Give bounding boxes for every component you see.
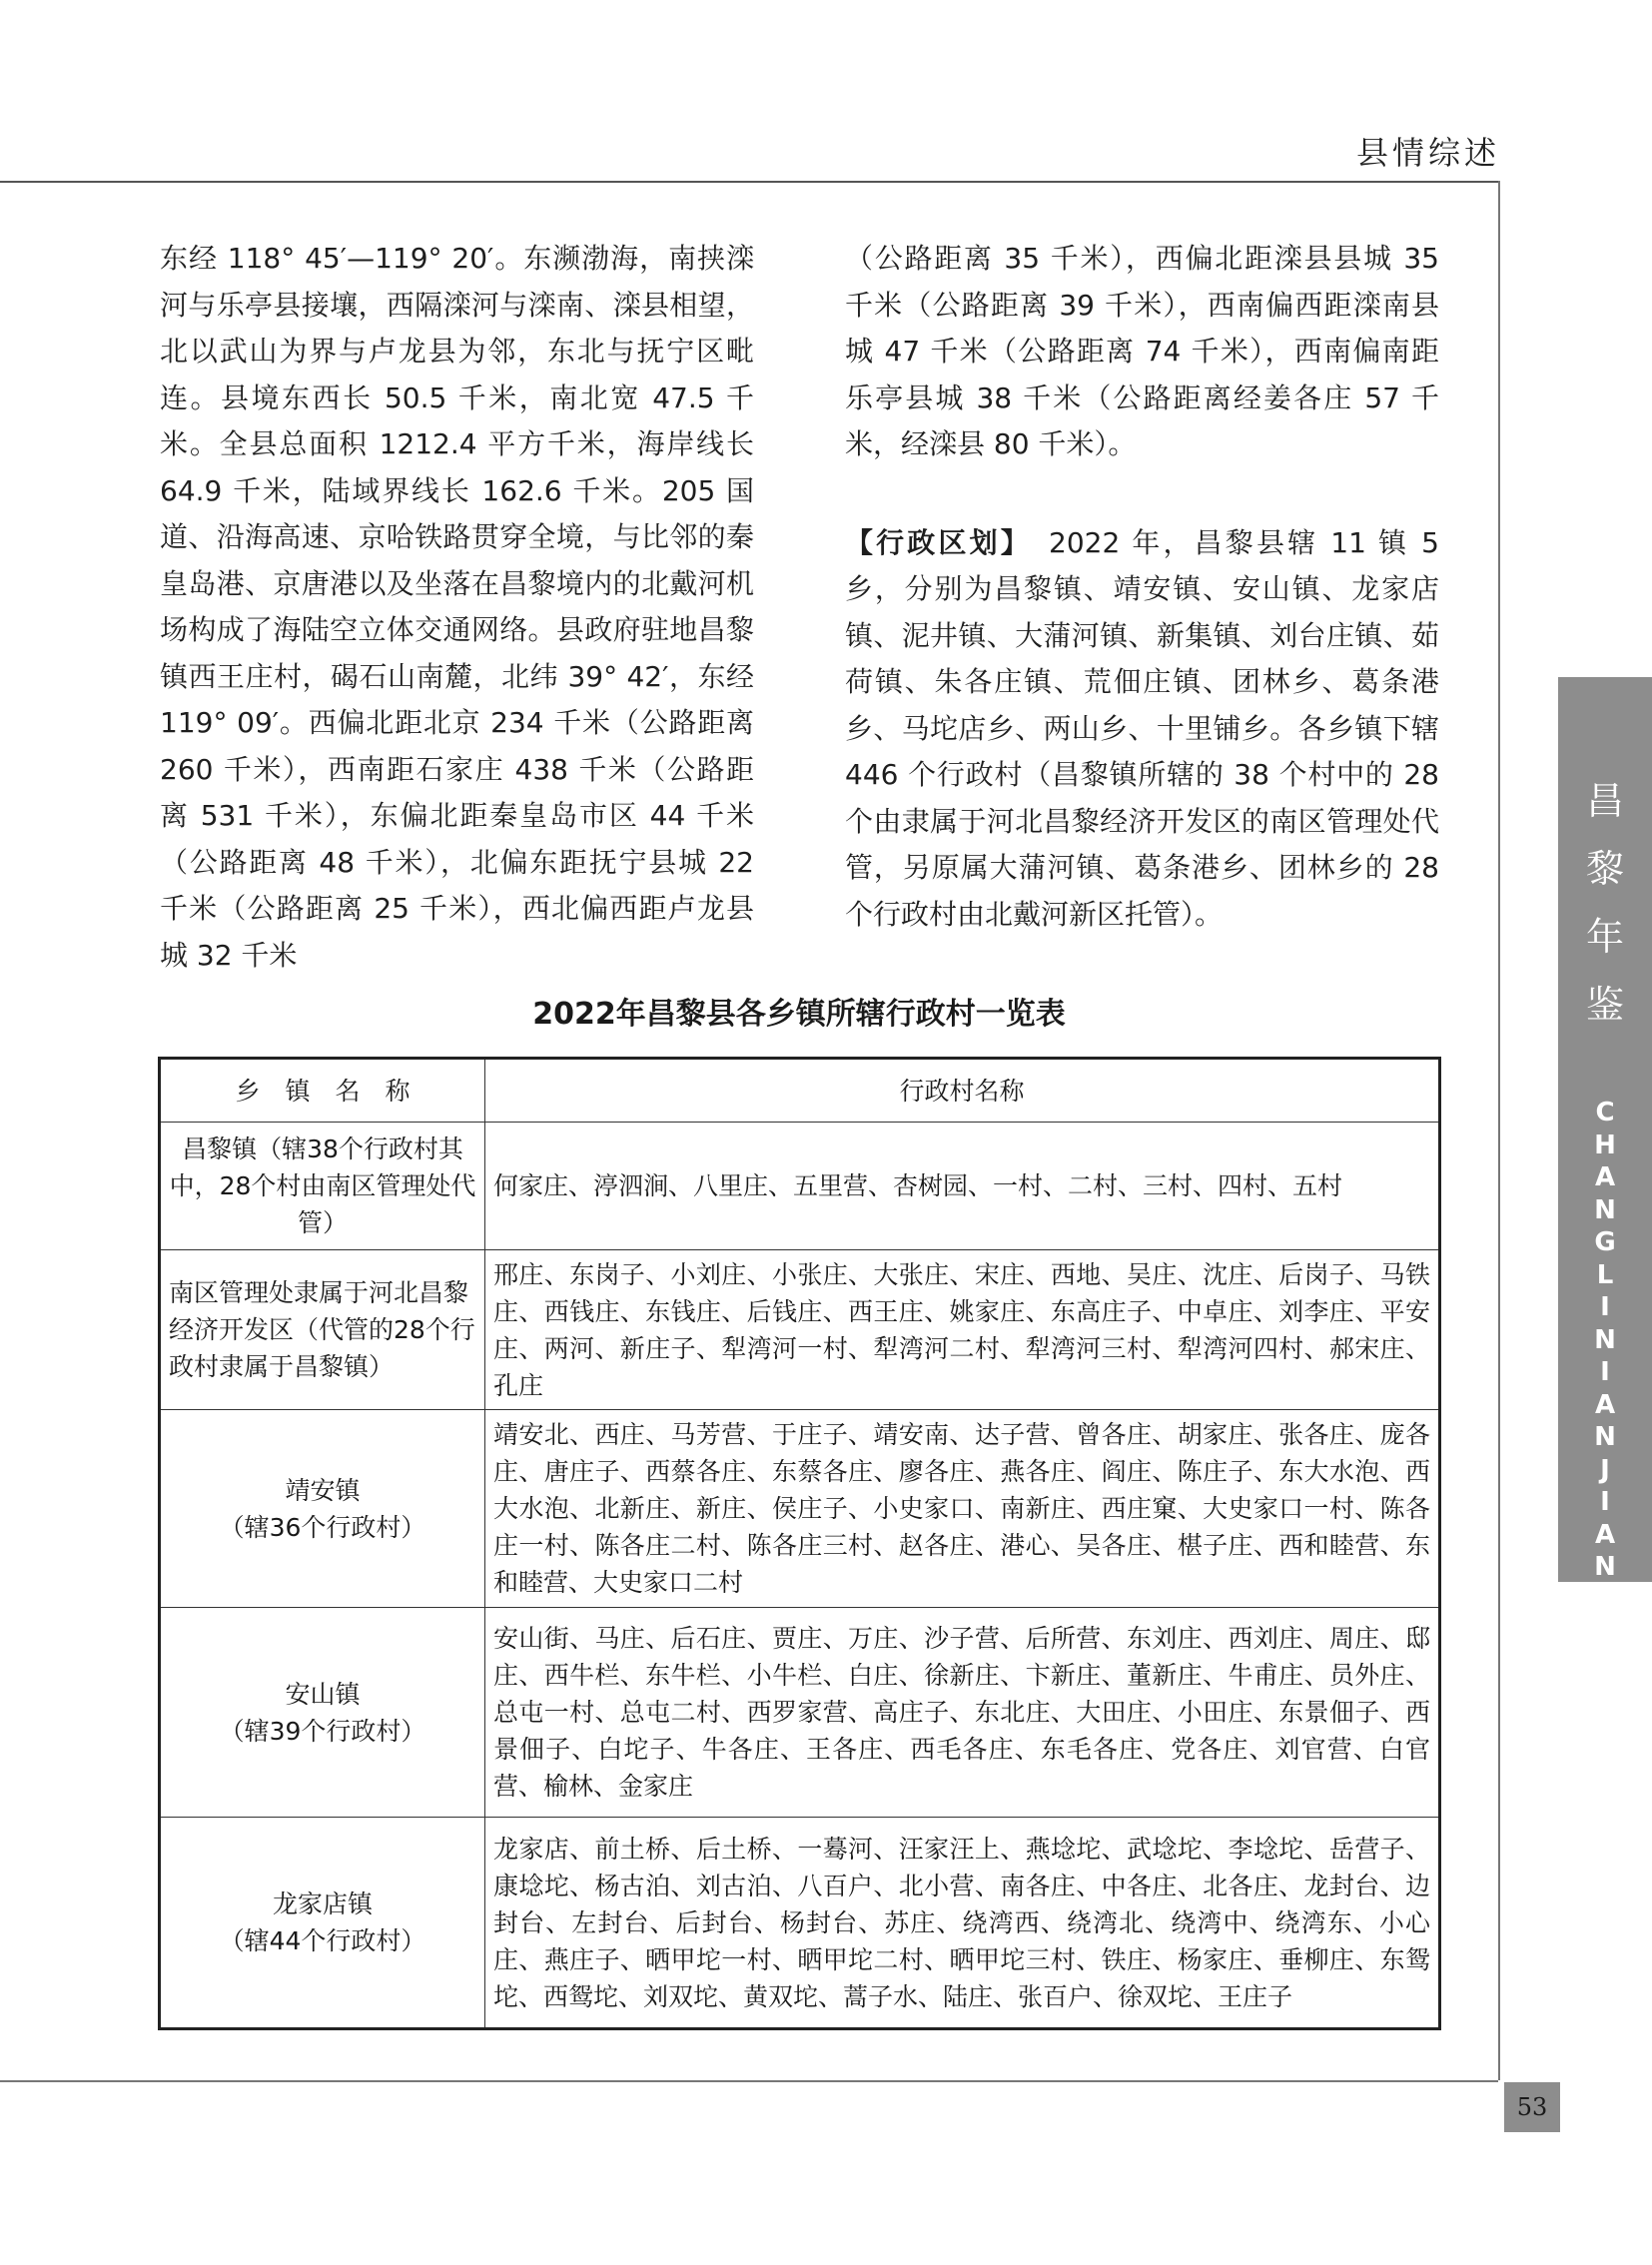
table-header-row xyxy=(160,1059,1440,1123)
pinyin-char: N xyxy=(1594,1552,1616,1582)
table-row xyxy=(160,1410,1440,1608)
side-tab-char: 鉴 xyxy=(1585,983,1624,1027)
page-frame-right xyxy=(1498,181,1500,2080)
section-header-title: 县情综述 xyxy=(1355,134,1500,172)
pinyin-char: I xyxy=(1600,1357,1610,1387)
side-tab-char: 年 xyxy=(1585,915,1624,959)
body-paragraph-right-1: （公路距离 35 千米），西偏北距滦县县城 35 千米（公路距离 39 千米），西南偏西距滦南县城 47 千米（公路距离 74 千米），西南偏南距乐亭县城 38 千米（公路距离经姜各庄 57 千米，经滦县 80 千米）。 xyxy=(845,242,1439,460)
village-list: 龙家店、前土桥、后土桥、一蓦河、汪家汪上、燕埝坨、武埝坨、李埝坨、岳营子、康埝坨、杨古泊、刘古泊、八百户、北小营、南各庄、中各庄、北各庄、龙封台、边封台、左封台、后封台、杨封台、苏庄、绕湾西、绕湾北、绕湾中、绕湾东、小心庄、燕庄子、晒甲坨一村、晒甲坨二村、晒甲坨三村、铁庄、杨家庄、垂柳庄、东鸳坨、西鸳坨、刘双坨、黄双坨、蒿子水、陆庄、张百户、徐双坨、王庄子 xyxy=(485,1818,1440,2029)
town-village-count: （辖39个行政村） xyxy=(219,1716,426,1746)
town-village-count: （辖44个行政村） xyxy=(219,1926,426,1955)
pinyin-char: G xyxy=(1594,1227,1616,1257)
pinyin-char: I xyxy=(1600,1487,1610,1517)
pinyin-char: N xyxy=(1594,1324,1616,1355)
header-rule xyxy=(0,181,1498,183)
town-cell xyxy=(160,1410,485,1608)
town-name: 昌黎镇（辖38个行政村其中，28个村由南区管理处代管） xyxy=(160,1123,485,1250)
page-number: 53 xyxy=(1504,2082,1560,2132)
admin-division-paragraph xyxy=(845,520,1439,939)
town-name: 安山镇 xyxy=(285,1679,361,1709)
page-frame-bottom xyxy=(0,2080,1498,2082)
pinyin-char: N xyxy=(1594,1194,1616,1225)
side-tab xyxy=(1558,677,1652,1582)
header-villages: 行政村名称 xyxy=(485,1059,1440,1123)
header-town: 乡 镇 名 称 xyxy=(160,1059,485,1123)
admin-division-keyword: 【行政区划】 xyxy=(845,525,1018,559)
side-tab-title xyxy=(1558,767,1652,1039)
admin-division-text: 2022 年，昌黎县辖 11 镇 5 乡，分别为昌黎镇、靖安镇、安山镇、龙家店镇、泥井镇、大蒲河镇、新集镇、刘台庄镇、茹荷镇、朱各庄镇、荒佃庄镇、团林乡、葛条港乡、马坨店乡、两山乡、十里铺乡。各乡镇下辖 446 个行政村（昌黎镇所辖的 38 个村中的 28 个由隶属于河北昌黎经济开发区的南区管理处代管，另原属大蒲河镇、葛条港乡、团林乡的 28 个行政村由北戴河新区托管）。 xyxy=(845,525,1439,931)
pinyin-char: A xyxy=(1594,1519,1616,1550)
side-tab-pinyin xyxy=(1558,1097,1652,1584)
town-cell xyxy=(160,1818,485,2029)
villages-table xyxy=(158,1057,1441,2030)
pinyin-char: I xyxy=(1600,1292,1610,1322)
town-name: 靖安镇 xyxy=(285,1475,361,1505)
table-row xyxy=(160,1818,1440,2029)
village-list: 邢庄、东岗子、小刘庄、小张庄、大张庄、宋庄、西地、吴庄、沈庄、后岗子、马铁庄、西钱庄、东钱庄、后钱庄、西王庄、姚家庄、东高庄子、中卓庄、刘李庄、平安庄、两河、新庄子、犁湾河一村、犁湾河二村、犁湾河三村、犁湾河四村、郝宋庄、孔庄 xyxy=(485,1250,1440,1410)
pinyin-char: C xyxy=(1595,1098,1615,1128)
town-name: 南区管理处隶属于河北昌黎经济开发区（代管的28个行政村隶属于昌黎镇） xyxy=(160,1250,485,1410)
table-title: 2022年昌黎县各乡镇所辖行政村一览表 xyxy=(532,997,1066,1032)
town-name: 龙家店镇 xyxy=(272,1889,373,1918)
town-cell xyxy=(160,1608,485,1818)
side-tab-char: 黎 xyxy=(1585,847,1624,891)
town-village-count: （辖36个行政村） xyxy=(219,1512,426,1542)
pinyin-char: L xyxy=(1596,1259,1614,1290)
village-list: 靖安北、西庄、马芳营、于庄子、靖安南、达子营、曾各庄、胡家庄、张各庄、庞各庄、唐庄子、西蔡各庄、东蔡各庄、廖各庄、燕各庄、阎庄、陈庄子、东大水泡、西大水泡、北新庄、新庄、侯庄子、小史家口、南新庄、西庄窠、大史家口一村、陈各庄一村、陈各庄二村、陈各庄三村、赵各庄、港心、吴各庄、椹子庄、西和睦营、东和睦营、大史家口二村 xyxy=(485,1410,1440,1608)
pinyin-char: A xyxy=(1594,1162,1616,1192)
table-row xyxy=(160,1608,1440,1818)
left-text-column xyxy=(160,236,754,979)
pinyin-char: J xyxy=(1600,1454,1610,1485)
right-text-column xyxy=(845,236,1439,938)
body-paragraph-left: 东经 118° 45′—119° 20′。东濒渤海，南挟滦河与乐亭县接壤，西隔滦河与滦南、滦县相望，北以武山为界与卢龙县为邻，东北与抚宁区毗连。县境东西长 50.5 千米，南北宽 47.5 千米。全县总面积 1212.4 平方千米，海岸线长 64.9 千米，陆域界线长 162.6 千米。205 国道、沿海高速、京哈铁路贯穿全境，与比邻的秦皇岛港、京唐港以及坐落在昌黎境内的北戴河机场构成了海陆空立体交通网络。县政府驻地昌黎镇西王庄村，碣石山南麓，北纬 39° 42′，东经 119° 09′。西偏北距北京 234 千米（公路距离 260 千米），西南距石家庄 438 千米（公路距离 531 千米），东偏北距秦皇岛市区 44 千米（公路距离 48 千米），北偏东距抚宁县城 22 千米（公路距离 25 千米），西北偏西距卢龙县城 32 千米 xyxy=(160,242,754,972)
pinyin-char: A xyxy=(1594,1389,1616,1420)
table-row xyxy=(160,1250,1440,1410)
village-list: 何家庄、渟泗涧、八里庄、五里营、杏树园、一村、二村、三村、四村、五村 xyxy=(485,1123,1440,1250)
table-row xyxy=(160,1123,1440,1250)
side-tab-char: 昌 xyxy=(1585,779,1624,823)
village-list: 安山街、马庄、后石庄、贾庄、万庄、沙子营、后所营、东刘庄、西刘庄、周庄、邸庄、西牛栏、东牛栏、小牛栏、白庄、徐新庄、卞新庄、董新庄、牛甫庄、员外庄、总屯一村、总屯二村、西罗家营、高庄子、东北庄、大田庄、小田庄、东景佃子、西景佃子、白坨子、牛各庄、王各庄、西毛各庄、东毛各庄、党各庄、刘官营、白官营、榆林、金家庄 xyxy=(485,1608,1440,1818)
pinyin-char: N xyxy=(1594,1422,1616,1452)
pinyin-char: H xyxy=(1594,1130,1616,1160)
